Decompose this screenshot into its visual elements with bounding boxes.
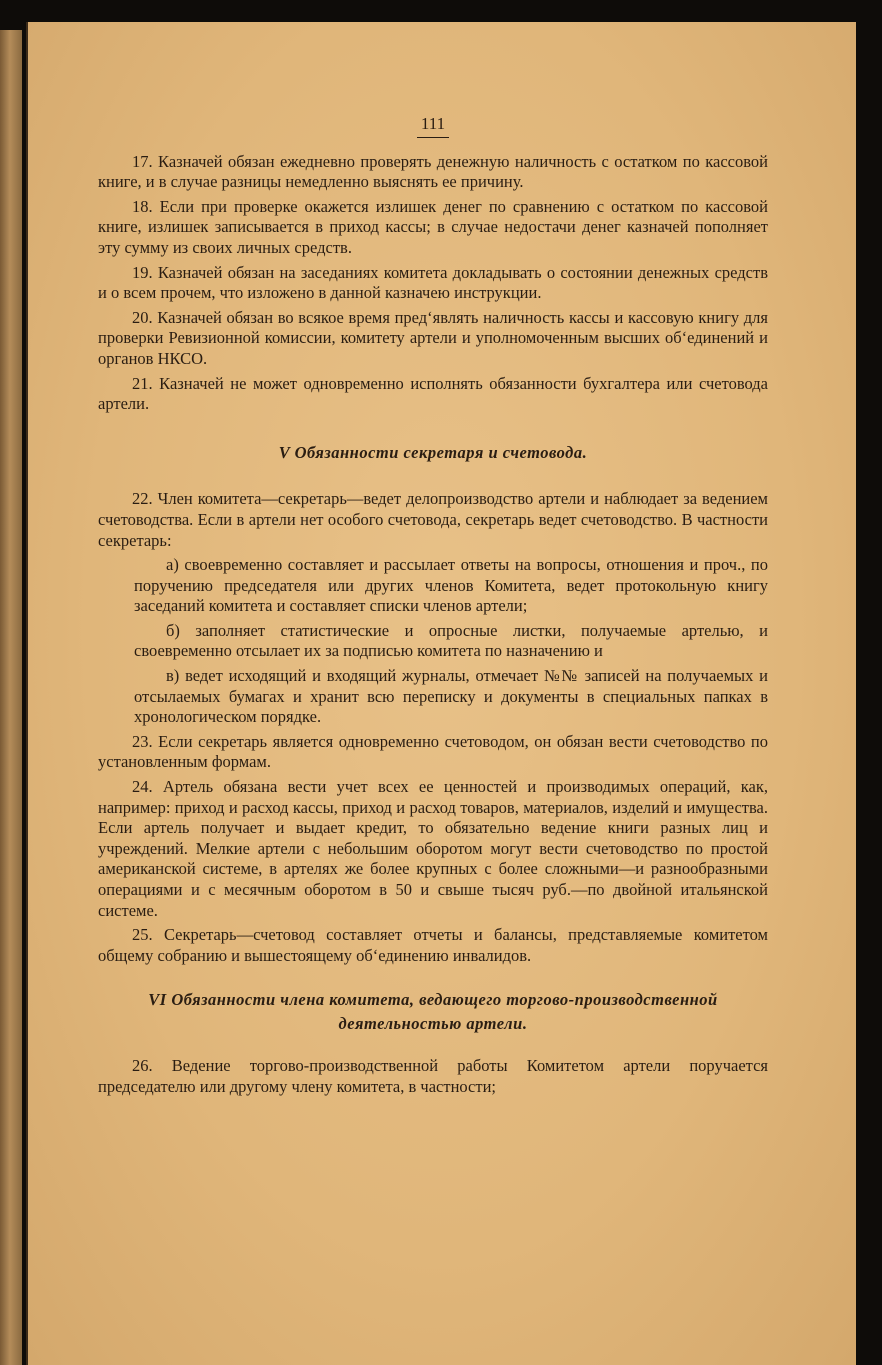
section-vi-heading bbox=[98, 988, 768, 1036]
page-number: 111 bbox=[98, 114, 768, 138]
paragraph-19: 19. Казначей обязан на заседаниях комитета докладывать о состоянии денежных средств и о всем прочем, что изложено в данной казначею инструкции. bbox=[98, 262, 768, 303]
paragraph-22: 22. Член комитета—секретарь—ведет делопроизводство артели и наблюдает за ведением счетоводства. Если в артели нет особого счетовода, секретарь ведет счетоводство. В частности секретарь: bbox=[98, 489, 768, 550]
paragraph-21: 21. Казначей не может одновременно исполнять обязанности бухгалтера или счетовода артели. bbox=[98, 373, 768, 414]
sub-item-b: б) заполняет статистические и опросные листки, получаемые артелью, и своевременно отсылает их за подписью комитета по назначению и bbox=[134, 620, 768, 661]
paragraph-24: 24. Артель обязана вести учет всех ее ценностей и производимых операций, как, например: приход и расход кассы, приход и расход товаров, материалов, изделий и имущества. Если артель получает и выдает кредит, то обязательно ведение книги разных лиц и учреждений. Мелкие артели с небольшим оборотом могут вести счетоводство по простой американской системе, в артелях же более крупных с более сложными—и разнообразными операциями и с месячным оборотом в 50 и свыше тысяч руб.—по двойной итальянской системе. bbox=[98, 777, 768, 920]
page-content bbox=[98, 114, 768, 1102]
sub-item-a: а) своевременно составляет и рассылает ответы на вопросы, отношения и проч., по поручению председателя или других членов Комитета, ведет протокольную книгу заседаний комитета и составляет списки членов артели; bbox=[134, 555, 768, 616]
paragraph-18: 18. Если при проверке окажется излишек денег по сравнению с остатком по кассовой книге, излишек записывается в приход кассы; в случае недостачи денег казначей пополняет эту сумму из своих личных средств. bbox=[98, 196, 768, 257]
sub-item-c: в) ведет исходящий и входящий журналы, отмечает №№ записей на получаемых и отсылаемых бумагах и хранит всю переписку и документы в специальных папках в хронологическом порядке. bbox=[134, 666, 768, 727]
section-vi-heading-line1: VI Обязанности члена комитета, ведающего торгово-производственной bbox=[148, 990, 718, 1010]
document-page bbox=[26, 22, 856, 1365]
paragraph-23: 23. Если секретарь является одновременно счетоводом, он обязан вести счетоводство по установленным формам. bbox=[98, 731, 768, 772]
section-vi-heading-line2: деятельностью артели. bbox=[338, 1014, 528, 1034]
paragraph-26: 26. Ведение торгово-производственной работы Комитетом артели поручается председателю или другому члену комитета, в частности; bbox=[98, 1056, 768, 1096]
paragraph-25: 25. Секретарь—счетовод составляет отчеты и балансы, представляемые комитетом общему собранию и вышестоящему об‘единению инвалидов. bbox=[98, 925, 768, 965]
paragraph-17: 17. Казначей обязан ежедневно проверять денежную наличность с остатком по кассовой книге, и в случае разницы немедленно выяснять ее причину. bbox=[98, 151, 768, 192]
adjacent-page-edge bbox=[0, 30, 22, 1365]
paragraph-20: 20. Казначей обязан во всякое время пред‘являть наличность кассы и кассовую книгу для проверки Ревизионной комиссии, комитету артели и уполномоченным высших об‘единений и органов НКСО. bbox=[98, 307, 768, 368]
section-v-heading: V Обязанности секретаря и счетовода. bbox=[278, 442, 588, 462]
